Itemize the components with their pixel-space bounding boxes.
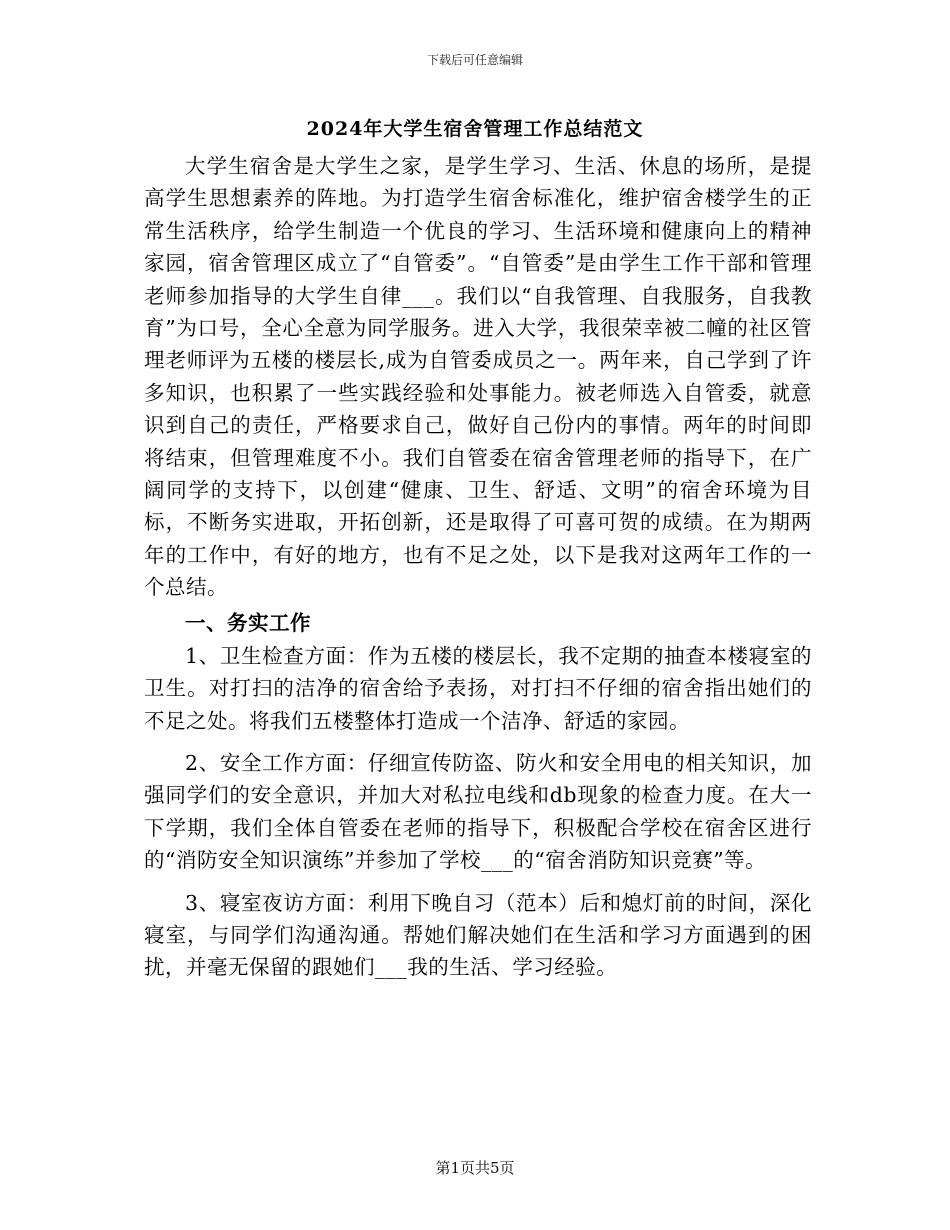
document-title: 2024年大学生宿舍管理工作总结范文	[306, 118, 644, 140]
section-heading: 一、务实工作	[185, 610, 311, 635]
page-header-note: 下载后可任意编辑	[426, 53, 523, 67]
page-footer-indicator: 第1页共5页	[435, 1159, 515, 1177]
item-paragraph-3: 3、寝室夜访方面：利用下晚自习（范本）后和熄灯前的时间，深化寝室，与同学们沟通沟通。帮她们解决她们在生活和学习方面遇到的困扰，并毫无保留的跟她们___我的生活、学习经验。	[144, 890, 812, 980]
item-paragraph-1: 1、卫生检查方面：作为五楼的楼层长，我不定期的抽查本楼寝室的卫生。对打扫的洁净的宿舍给予表扬，对打扫不仔细的宿舍指出她们的不足之处。将我们五楼整体打造成一个洁净、舒适的家园。	[144, 643, 812, 733]
item-paragraph-2: 2、安全工作方面：仔细宣传防盗、防火和安全用电的相关知识，加强同学们的安全意识，并加大对私拉电线和db现象的检查力度。在大一下学期，我们全体自管委在老师的指导下，积极配合学校在宿舍区进行的“消防安全知识演练”并参加了学校___的“宿舍消防知识竞赛”等。	[144, 750, 812, 873]
intro-paragraph: 大学生宿舍是大学生之家，是学生学习、生活、休息的场所，是提高学生思想素养的阵地。为打造学生宿舍标准化，维护宿舍楼学生的正常生活秩序，给学生制造一个优良的学习、生活环境和健康向上的精神家园，宿舍管理区成立了“自管委”。“自管委”是由学生工作干部和管理老师参加指导的大学生自律___。我们以“自我管理、自我服务，自我教育”为口号，全心全意为同学服务。进入大学，我很荣幸被二幢的社区管理老师评为五楼的楼层长,成为自管委成员之一。两年来，自己学到了许多知识，也积累了一些实践经验和处事能力。被老师选入自管委，就意识到自己的责任，严格要求自己，做好自己份内的事情。两年的时间即将结束，但管理难度不小。我们自管委在宿舍管理老师的指导下，在广阔同学的支持下，以创建“健康、卫生、舒适、文明”的宿舍环境为目标，不断务实进取，开拓创新，还是取得了可喜可贺的成绩。在为期两年的工作中，有好的地方，也有不足之处，以下是我对这两年工作的一个总结。	[144, 154, 812, 600]
document-body	[144, 150, 812, 984]
